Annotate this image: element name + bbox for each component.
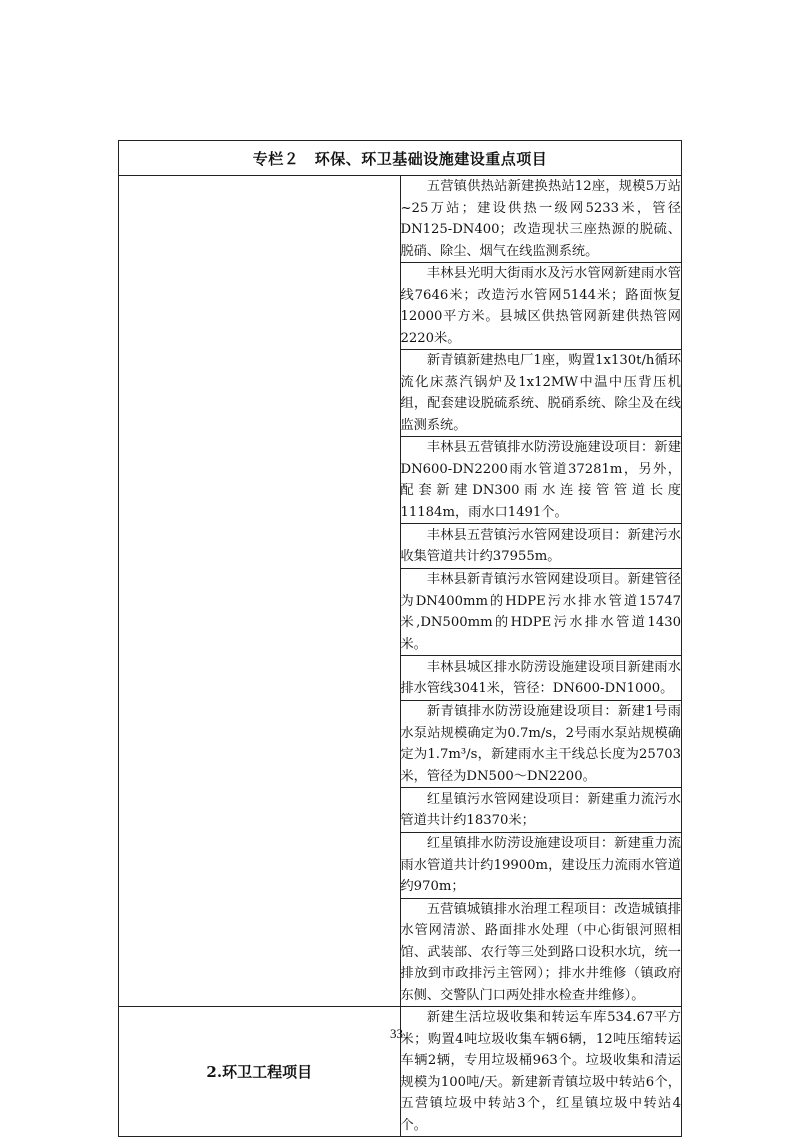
project-description: 新建生活垃圾收集和转运车库534.67平方米；购置4吨垃圾收集车辆6辆，12吨压缩转运车辆2辆，专用垃圾桶963个。垃圾收集和清运规模为100吨/天。新建新青镇垃圾中转站6个，五营镇垃圾中转站3个，红星镇垃圾中转站4个。: [400, 1007, 682, 1137]
table-title-row: [119, 141, 682, 176]
table-row: [119, 176, 682, 263]
project-table: [118, 140, 682, 1137]
page-number: 33: [390, 1026, 403, 1041]
project-description: 丰林县五营镇污水管网建设项目：新建污水收集管道共计约37955m。: [400, 524, 682, 569]
project-description: 五营镇供热站新建换热站12座，规模5万站~25万站；建设供热一级网5233米，管径DN125-DN400；改造现状三座热源的脱硫、脱硝、除尘、烟气在线监测系统。: [400, 176, 682, 263]
project-description: 五营镇城镇排水治理工程项目：改造城镇排水管网清淤、路面排水处理（中心街银河照相馆、武装部、农行等三处到路口设积水坑，统一排放到市政排污主管网）；排水井维修（镇政府东侧、交警队门口两处排水检查井维修）。: [400, 898, 682, 1007]
project-description: 红星镇污水管网建设项目：新建重力流污水管道共计约18370米；: [400, 788, 682, 833]
project-description: 红星镇排水防涝设施建设项目：新建重力流雨水管道共计约19900m，建设压力流雨水管道约970m；: [400, 833, 682, 899]
project-description: 丰林县五营镇排水防涝设施建设项目：新建DN600-DN2200雨水管道37281m，另外，配套新建DN300雨水连接管管道长度11184m，雨水口1491个。: [400, 437, 682, 524]
project-description: 丰林县光明大街雨水及污水管网新建雨水管线7646米；改造污水管网5144米；路面恢复12000平方米。县城区供热管网新建供热管网2220米。: [400, 263, 682, 350]
project-description: 丰林县城区排水防涝设施建设项目新建雨水排水管线3041米，管径：DN600-DN1000。: [400, 656, 682, 701]
table-title: 专栏２ 环保、环卫基础设施建设重点项目: [119, 141, 682, 176]
project-description: 新青镇新建热电厂1座，购置1x130t/h循环流化床蒸汽锅炉及1x12MW中温中压背压机组，配套建设脱硫系统、脱硝系统、除尘及在线监测系统。: [400, 350, 682, 437]
category-cell: 2.环卫工程项目: [119, 1007, 401, 1137]
project-description: 新青镇排水防涝设施建设项目：新建1号雨水泵站规模确定为0.7m/s，2号雨水泵站规模确定为1.7m³/s，新建雨水主干线总长度为25703米，管径为DN500～DN2200。: [400, 701, 682, 788]
category-cell: [119, 176, 401, 1007]
project-description: 丰林县新青镇污水管网建设项目。新建管径为DN400mm的HDPE污水排水管道15747米,DN500mm的HDPE污水排水管道1430米。: [400, 569, 682, 656]
